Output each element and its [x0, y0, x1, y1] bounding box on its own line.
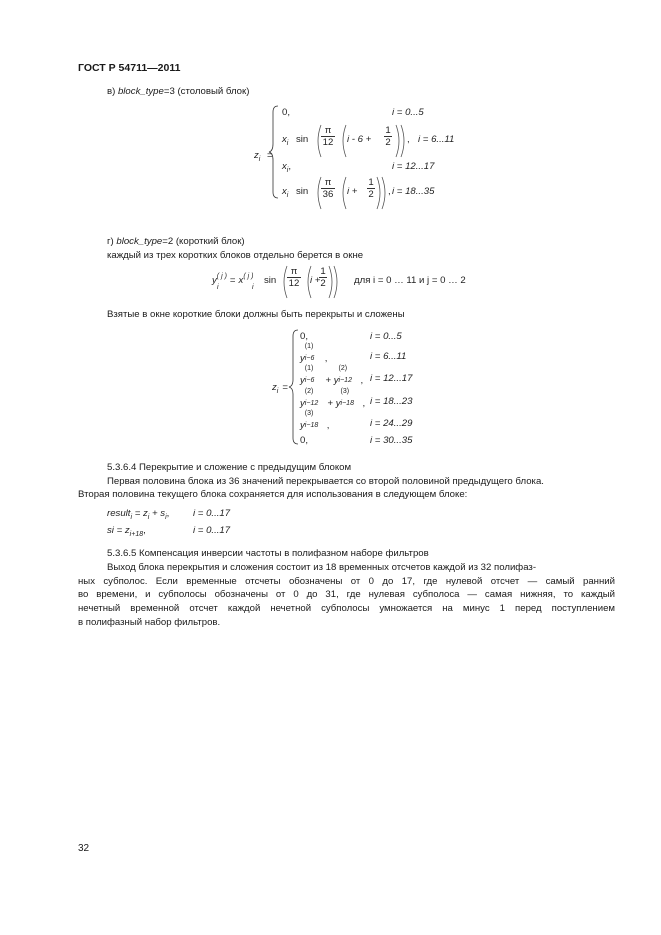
- eq1-row4-tail: ,: [388, 186, 391, 197]
- eq1-row4-frac-pi: π 36: [322, 177, 334, 200]
- eq1-row4-inner: i +: [347, 186, 358, 197]
- section-5365-line5: в полифазный набор фильтров.: [78, 617, 221, 628]
- eq1-lhs: $z_i$ =: [254, 150, 273, 163]
- eq1-row2-frac-half: 1 2: [385, 125, 391, 148]
- eq3-row4-expr: y (2) i−12 + y (3) i−18 ,: [300, 388, 366, 409]
- section-5365-line1: Выход блока перекрытия и сложения состоит из 18 временных отсчетов каждой из 32 полифаз-: [107, 562, 537, 573]
- eq1-row2-sin: sin: [296, 134, 309, 145]
- eq4-row2: si = $z_{i+18}$,: [107, 525, 146, 538]
- eq3-row3-cond: i = 12...17: [370, 373, 413, 384]
- eq2-inner: i +: [310, 275, 321, 286]
- section-5365-line3: во времени, и субполосы обозначены от 0 до 31, где нулевая субполоса — самая нижняя, то каждый: [78, 589, 615, 600]
- eq3-row4-cond: i = 18...23: [370, 396, 413, 407]
- eq1-row2-frac-pi: π 12: [322, 125, 334, 148]
- eq2-y-sub: i: [217, 284, 219, 291]
- eq3-lhs: $z_i$ =: [272, 382, 288, 395]
- eq4-row1: result$_i$ = $z_i + s_i$,: [107, 508, 170, 521]
- section-5364-title: 5.3.6.4 Перекрытие и сложение с предыдущим блоком: [107, 462, 352, 473]
- page-number: 32: [78, 843, 90, 854]
- section-g-line2: каждый из трех коротких блоков отдельно берется в окне: [107, 250, 364, 261]
- eq1-row2-tail: ,: [407, 134, 410, 145]
- eq3-row2-cond: i = 6...11: [370, 351, 407, 362]
- eq1-brace: [268, 104, 280, 200]
- eq2-frac-half: 1 2: [320, 266, 326, 289]
- section-g-prefix: г): [107, 236, 117, 247]
- section-g-suffix: =2 (короткий блок): [162, 236, 245, 247]
- section-5364-p2: Вторая половина текущего блока сохраняется для использования в следующем блоке:: [78, 489, 468, 500]
- section-v-heading: [107, 86, 249, 97]
- eq2-lhs: $y^{( j )} = x^{( j )}$: [212, 273, 254, 286]
- section-5364-p1: Первая половина блока из 36 значений перекрывается со второй половиной предыдущего блока.: [107, 476, 544, 487]
- section-5365-line2: ных субполос. Если временные отсчеты обозначены от 0 до 17, где нулевой отсчет — самый ранний: [78, 576, 615, 587]
- eq2-condition: для i = 0 … 11 и j = 0 … 2: [354, 275, 466, 286]
- section-5365-title: 5.3.6.5 Компенсация инверсии частоты в полифазном наборе фильтров: [107, 548, 429, 559]
- eq1-row4-cond: i = 18...35: [392, 186, 435, 197]
- section-g-name: block_type: [116, 236, 163, 247]
- eq3-row5-expr: y (3) i−18 ,: [300, 410, 330, 431]
- eq2-rparen2: [332, 264, 342, 300]
- eq2-sin: sin: [264, 275, 277, 286]
- eq1-row4-sin: sin: [296, 186, 309, 197]
- eq1-row4-frac-half: 1 2: [368, 177, 374, 200]
- eq3-brace: [288, 328, 300, 446]
- eq3-row1-expr: 0,: [300, 331, 309, 342]
- eq4-row1-cond: i = 0...17: [193, 508, 231, 519]
- eq3-row5-cond: i = 24...29: [370, 418, 413, 429]
- eq1-row3-x: $x_i$,: [282, 161, 292, 174]
- overlap-text: Взятые в окне короткие блоки должны быть перекрыты и сложены: [107, 309, 405, 320]
- eq1-row1-cond: i = 0...5: [392, 107, 424, 118]
- eq3-row6-expr: 0,: [300, 435, 309, 446]
- section-g-heading: [107, 236, 245, 247]
- eq1-row1-expr: 0,: [282, 107, 291, 118]
- document-header: ГОСТ Р 54711—2011: [78, 62, 181, 74]
- eq1-row3-cond: i = 12...17: [392, 161, 435, 172]
- section-v-name: block_type: [117, 86, 164, 97]
- eq3-row3-expr: y (1) i−6 + y (2) i−12 ,: [300, 365, 364, 386]
- eq3-row6-cond: i = 30...35: [370, 435, 413, 446]
- eq2-frac-pi: π 12: [288, 266, 300, 289]
- eq1-row2-inner: i - 6 +: [347, 134, 372, 145]
- section-v-suffix: =3 (столовый блок): [163, 86, 250, 97]
- eq4-row2-cond: i = 0...17: [193, 525, 231, 536]
- section-5365-line4: нечетный временной отсчет каждой нечетной субполосы умножается на минус 1 перед поступлением: [78, 603, 615, 614]
- section-v-prefix: в): [107, 86, 118, 97]
- eq3-row2-expr: y (1) i−6 ,: [300, 343, 328, 364]
- eq1-row2-x: $x_i$: [282, 134, 289, 147]
- eq1-row4-x: $x_i$: [282, 186, 289, 199]
- eq3-row1-cond: i = 0...5: [370, 331, 402, 342]
- eq2-x-sub: i: [252, 284, 254, 291]
- eq1-row2-cond: i = 6...11: [418, 134, 455, 145]
